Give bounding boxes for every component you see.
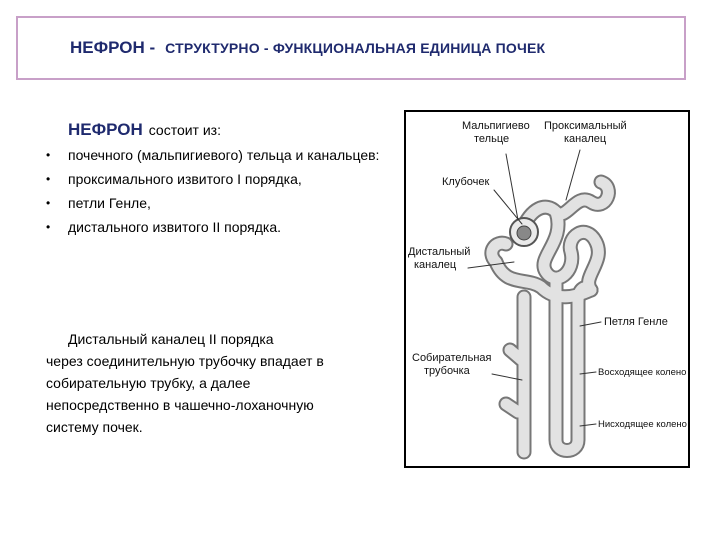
label-line: Мальпигиево (462, 120, 530, 132)
list-item-text: почечного (мальпигиевого) тельца и канальцев: (68, 147, 380, 163)
label-ascending-limb: Восходящее колено (598, 367, 687, 378)
label-line: Дистальный (408, 246, 471, 258)
components-list (46, 146, 396, 236)
label-glomerulus: Клубочек (442, 176, 490, 188)
nephron-word: НЕФРОН (68, 120, 143, 139)
paragraph-first-line: Дистальный каналец II порядка (68, 331, 274, 347)
bullet-icon: • (46, 148, 51, 162)
glomerulus-knot (517, 226, 531, 240)
label-descending-limb: Нисходящее колено (598, 419, 687, 430)
label-distal-tubule (408, 246, 470, 272)
label-line: тельце (474, 133, 510, 145)
nephron-description (46, 120, 396, 242)
list-item-text: дистального извитого II порядка. (68, 219, 282, 235)
list-item (46, 146, 396, 164)
bullet-icon: • (46, 196, 51, 210)
list-item-text: петли Генле, (68, 195, 151, 211)
list-item-text: проксимального извитого I порядка, (68, 171, 302, 187)
label-collecting-duct (412, 352, 491, 378)
label-line: Проксимальный (544, 120, 627, 132)
list-item (46, 194, 396, 212)
nephron-figure (404, 110, 690, 468)
intro-line (68, 120, 396, 140)
list-item (46, 218, 396, 236)
bullet-icon: • (46, 220, 51, 234)
list-item (46, 170, 396, 188)
label-line: трубочка (424, 365, 470, 377)
paragraph-rest: через соединительную трубочку впадает в собирательную трубку, а далее непосредственно в чашечно-лоханочную систему почек. (46, 353, 324, 435)
label-line: каналец (414, 259, 457, 271)
label-line: Собирательная (412, 352, 492, 364)
label-proximal-tubule (544, 120, 627, 146)
bullet-icon: • (46, 172, 51, 186)
title-subtitle: СТРУКТУРНО - ФУНКЦИОНАЛЬНАЯ ЕДИНИЦА ПОЧЕК (165, 40, 546, 56)
consists-text: состоит из: (148, 122, 221, 138)
title-banner (16, 16, 686, 80)
label-henle-loop: Петля Генле (604, 316, 668, 328)
label-line: каналец (564, 133, 607, 145)
title-main: НЕФРОН - (70, 38, 156, 57)
nephron-drawing (406, 112, 688, 466)
distal-paragraph (46, 328, 366, 438)
label-malpighian-body (462, 120, 530, 146)
